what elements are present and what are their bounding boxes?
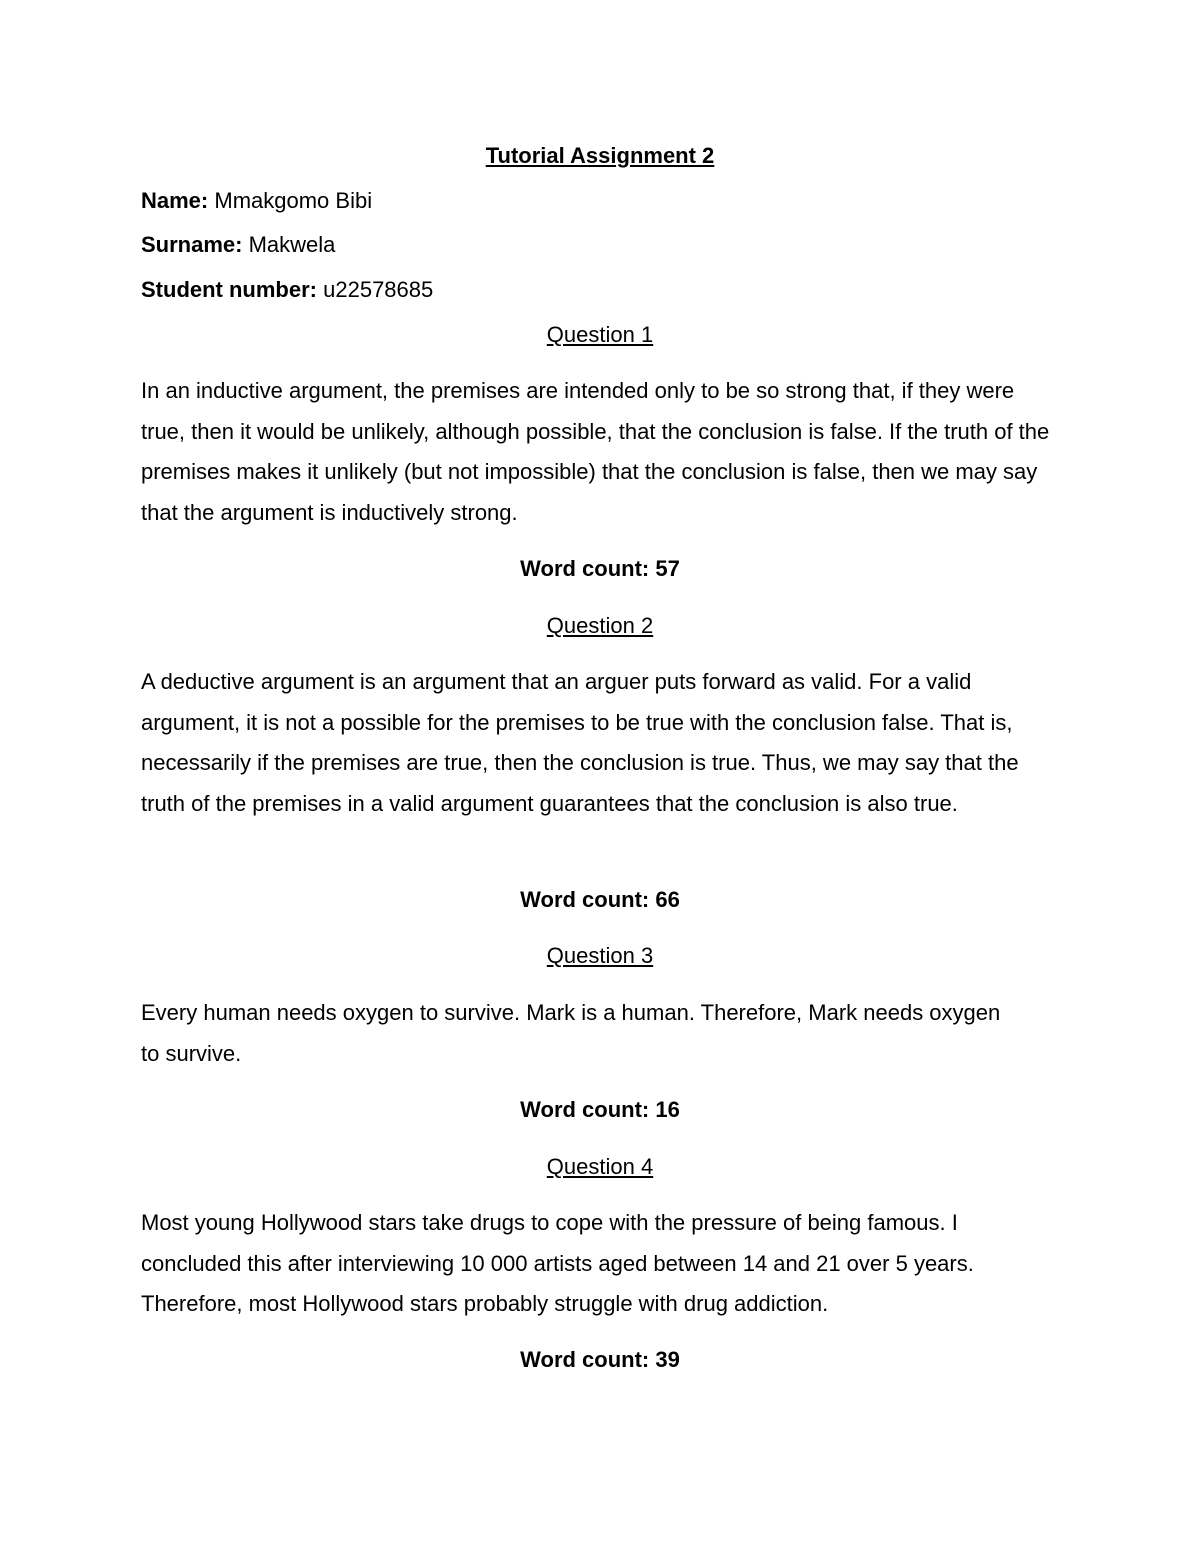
question-2-heading: Question 2 — [546, 613, 654, 638]
document-title: Tutorial Assignment 2 — [485, 143, 715, 168]
surname-value: Makwela — [248, 232, 336, 257]
student-number-label: Student number: — [141, 277, 317, 302]
question-4-word-count: Word count: 39 — [520, 1347, 680, 1372]
question-1-answer: In an inductive argument, the premises are intended only to be so strong that, if they were true, then it would be unlikely, although possible, that the conclusion is false. If the truth of the premises makes it unlikely (but not impossible) that the conclusion is false, then we may say that the argument is inductively strong. — [141, 378, 1050, 525]
question-4-heading: Question 4 — [546, 1154, 654, 1179]
student-number-field — [141, 274, 433, 306]
question-3-heading: Question 3 — [546, 943, 654, 968]
name-field — [141, 185, 372, 217]
name-label: Name: — [141, 188, 209, 213]
question-2-answer: A deductive argument is an argument that an arguer puts forward as valid. For a valid argument, it is not a possible for the premises to be true with the conclusion false. That is, necessarily if the premises are true, then the conclusion is true. Thus, we may say that the truth of the premises in a valid argument guarantees that the conclusion is also true. — [141, 669, 1019, 816]
question-1-heading: Question 1 — [546, 322, 654, 347]
name-value: Mmakgomo Bibi — [214, 188, 373, 213]
surname-field — [141, 229, 335, 261]
question-3-answer: Every human needs oxygen to survive. Mark is a human. Therefore, Mark needs oxygen to survive. — [141, 1000, 1001, 1066]
question-2-word-count: Word count: 66 — [520, 887, 680, 912]
student-number-value: u22578685 — [323, 277, 434, 302]
surname-label: Surname: — [141, 232, 243, 257]
question-4-answer: Most young Hollywood stars take drugs to cope with the pressure of being famous. I concluded this after interviewing 10 000 artists aged between 14 and 21 over 5 years. Therefore, most Hollywood stars probably struggle with drug addiction. — [141, 1210, 974, 1316]
question-1-word-count: Word count: 57 — [520, 556, 680, 581]
question-3-word-count: Word count: 16 — [520, 1097, 680, 1122]
